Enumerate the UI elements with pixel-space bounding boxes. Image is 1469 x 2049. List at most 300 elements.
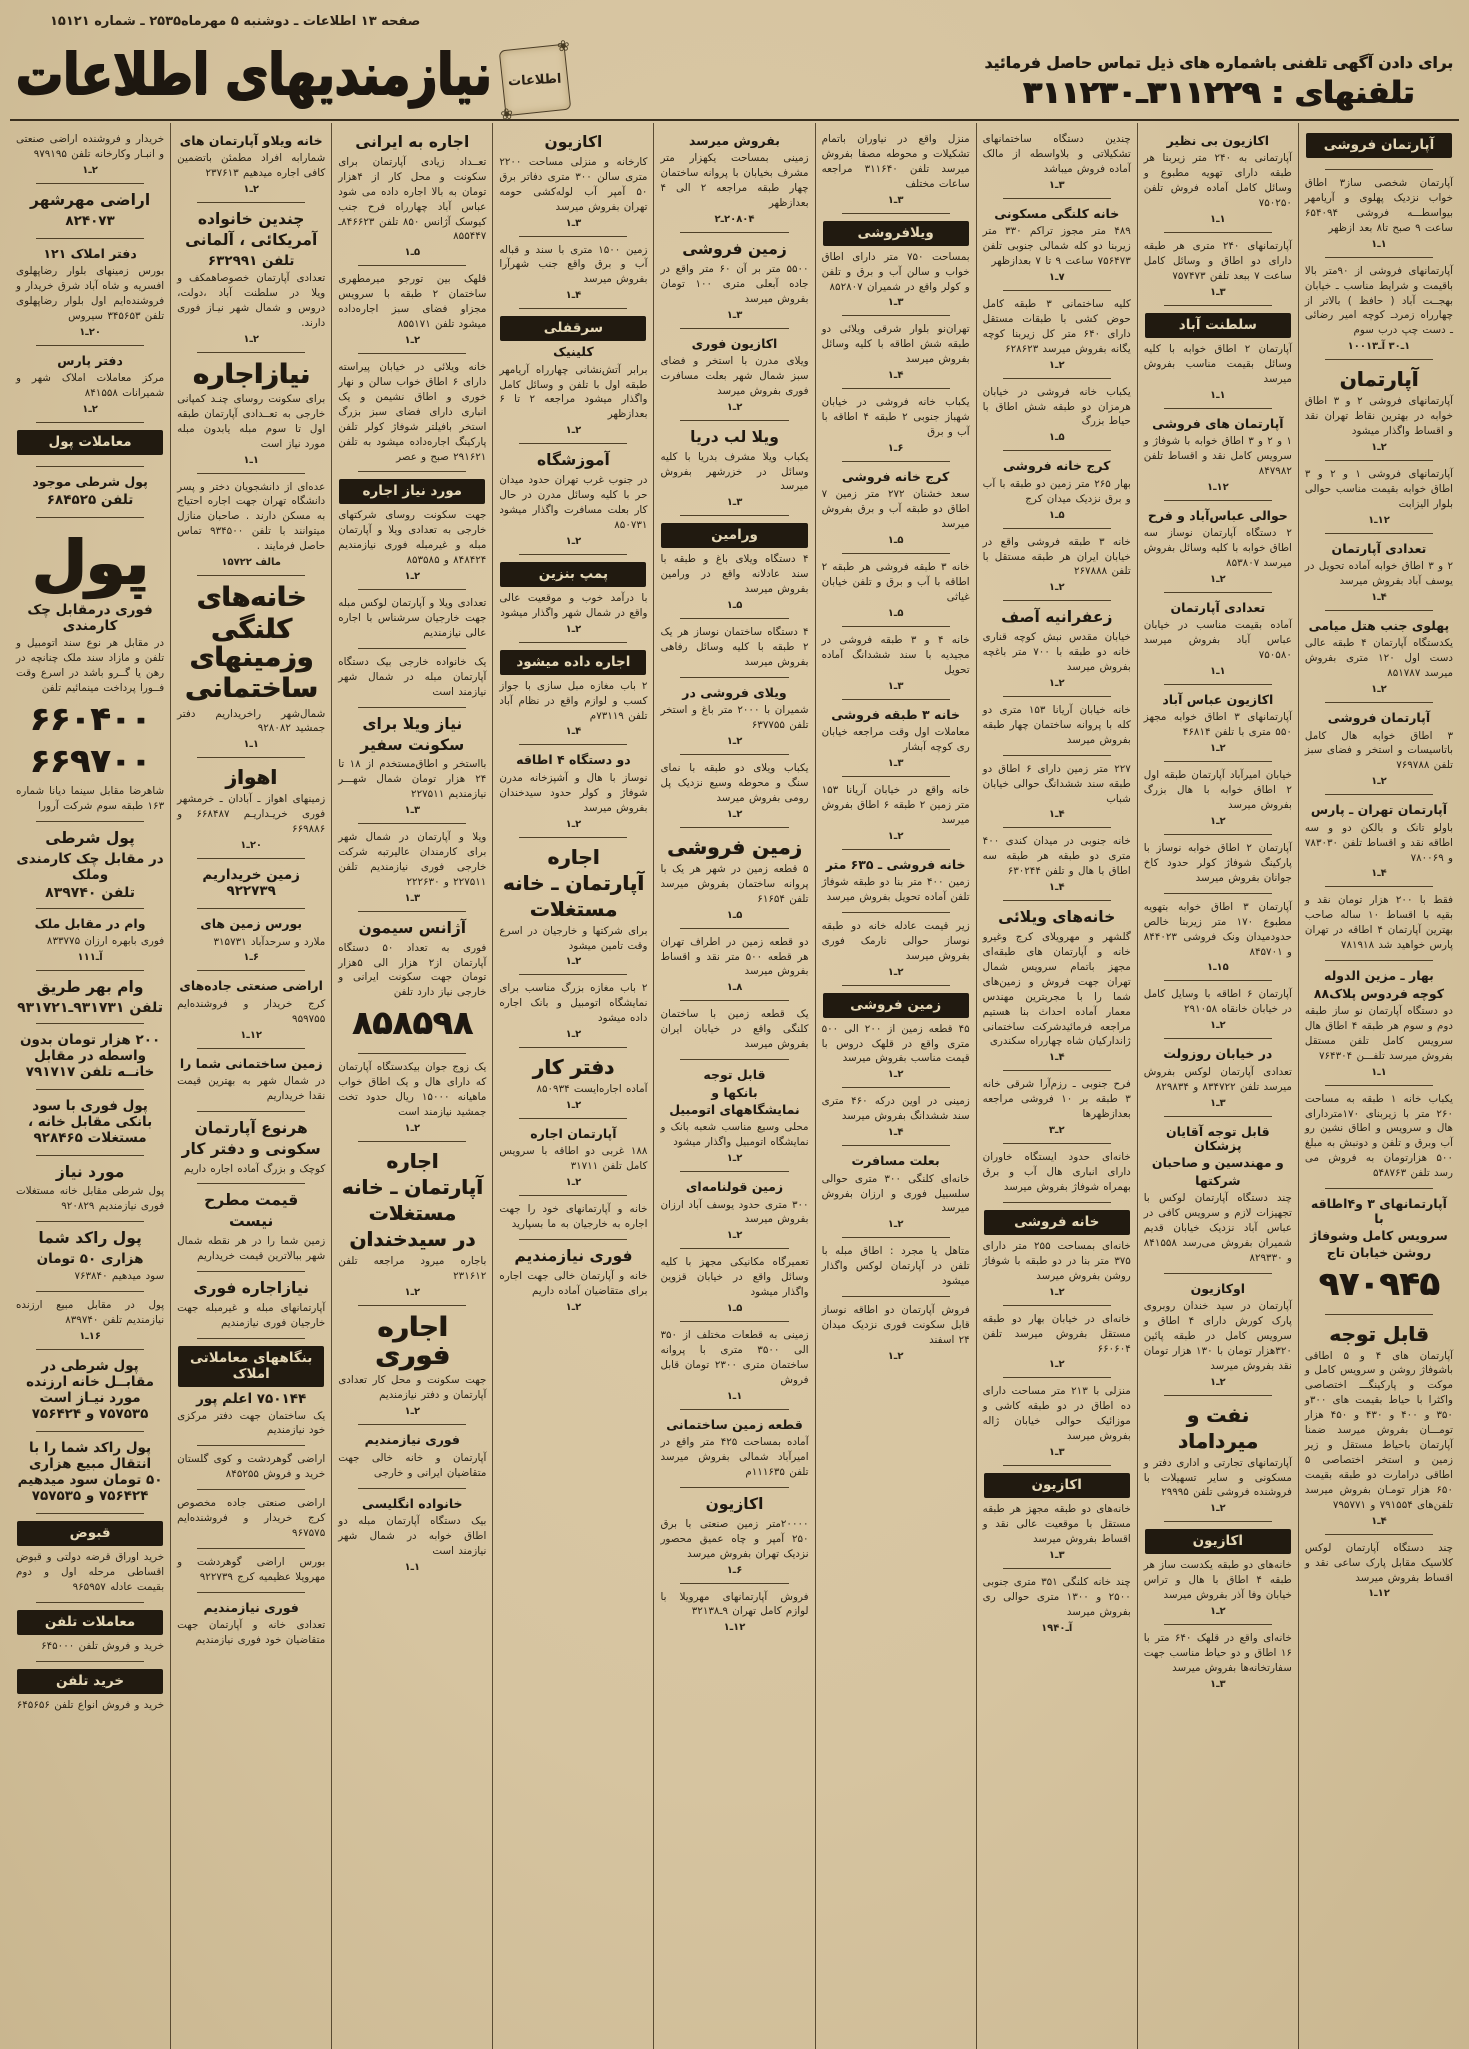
ad-reference-tag: ۴ـ۱ [1048,1052,1065,1064]
ad-body: منزل واقع در نیاوران باتمام تشکیلات و محوطه مصفا بفروش میرسد تلفن ۳۱۱۶۴۰ مراجعه ساعات مختلف [821,133,970,190]
ad-separator [358,1424,466,1425]
ad-body: یک قطعه زمین با ساختمان کلنگی واقع در خیابان ایران بفروش میرسد [660,1008,809,1051]
classified-ad [1143,1118,1293,1272]
ad-separator [680,420,788,421]
ad-separator [1003,696,1111,697]
ad-separator [197,202,305,203]
classified-ad [337,473,487,588]
ad-body: ملارد و سرحدآباد ۳۱۵۷۳۱ [213,935,326,948]
ad-reference-tag: ۱۵ـ۱ [1206,962,1229,974]
ad-body: ۴ دستگاه ویلای باغ و طبقه با سند عادلانه واقع در ورامین بفروش میرسد [660,553,809,596]
ad-reference-tag: ۱ـ۱ [404,1561,421,1573]
classified-ad [1304,259,1454,359]
ad-heading: پول شرطی موجود [32,473,148,489]
ad-separator [36,821,144,822]
ad-body: سعد خشنان ۲۷۲ متر زمین ۷ اطاق دو طبقه آب و برق بفروش میرسد [821,488,970,531]
ad-separator [680,1000,788,1001]
ad-subheading: ۷۵۰۱۴۴ اعلم پور [196,1390,307,1407]
ad-reference-tag: ۳ـ۱ [1210,286,1226,298]
classified-ad [1304,171,1454,256]
classified-ad [1143,686,1293,760]
ad-reference-tag: ۲۰ـ۱ [240,840,263,852]
ad-box-heading: معاملات پول [18,431,162,454]
ad-body: تعمیرگاه مکانیکی مجهز با کلیه وسائل واقع در خیابان قزوین واگذار میشود [660,1256,809,1299]
ad-heading: کرج خانه فروشی [1003,458,1111,474]
ad-separator [197,858,305,859]
ad-box-heading: سرقفلی [501,317,645,340]
ad-separator [1003,1305,1111,1306]
ad-reference-tag: ۶ـ۱ [887,442,904,454]
classified-ad [1143,1397,1293,1521]
classified-ad [659,1323,809,1408]
ad-heading-line: قابل توجه [703,1067,766,1083]
ad-separator [358,648,466,649]
classified-ad [498,1120,648,1194]
classified-ad [1304,888,1454,959]
classified-ad [15,468,165,516]
ad-body: ویلای مدرن با استخر و فضای سبز شمال شهر بعلت مسافرت فوری بفروش میرسد [660,355,809,397]
classified-ad [1143,234,1293,304]
ad-heading: پول [32,526,149,600]
ad-heading-line: سکونت سفیر [360,735,465,754]
classified-ad [15,1433,165,1512]
classified-ad [659,756,809,826]
ad-separator [842,912,950,913]
ad-separator [1164,684,1272,685]
ad-body: برای سکونت روسای چنـد کمپانی خارجی به تعــدادی آپارتمان طبقه اول تا سوم مبله یابدون مبله مورد نیاز است [177,392,326,450]
ad-separator [36,970,144,971]
ad-reference-tag: ۲ـ۱ [565,623,582,635]
ad-separator [197,970,305,971]
ad-body: آپارتمانهای فروشی ۲ و ۳ اطاق خوابه در بهترین نقاط تهران نقد و اقساط واگذار میشود [1304,395,1453,438]
classified-ad [498,1241,648,1319]
page-header-line [10,4,1459,33]
ad-body: تعدادی خانه و آپارتمان جهت متقاضیان خود فوری نیازمندیم [177,1619,326,1647]
classified-ad [659,517,809,617]
classified-ad [498,839,648,974]
column-8 [170,123,331,2049]
ad-reference-tag: ۲ـ۱ [404,1286,421,1298]
column-7 [331,123,492,2049]
ad-heading: اراضی صنعتی جاده‌های [179,978,323,994]
ad-separator [842,213,950,214]
ad-body: خانه ویلائی در خیابان پیراسته دارای ۶ اطاق خواب سالن و نهار خوری و اطاق نشیمن و یک انباری دارای فضای سبز بزرگ استخر بافیلتر شوفاژ کولر تلفن پارکینگ اجاره‌داده میشود به تلفن ۲۹۱۶۲۱ صبح و عصر [338,361,487,463]
ad-box-heading: زمین فروشی [824,994,968,1017]
classified-ad [659,1061,809,1170]
ad-separator [1164,893,1272,894]
ad-heading: آموزشگاه [537,451,610,470]
ad-separator [1164,408,1272,409]
classified-ad [15,972,165,1022]
classified-ad [1143,1275,1293,1394]
ad-body: آپارتمانی به ۲۴۰ متر زیربنا هر طبقه دارای تهویه مطبوع و وسائل کامل آماده فروش تلفن ۷۵۰۲۵۰ [1143,152,1292,210]
ad-reference-tag: ۱۲ـ۱ [240,1029,263,1041]
ad-separator [36,1089,144,1090]
ad-separator [842,699,950,700]
classified-ad [15,1293,165,1348]
ad-body: در شمال شهر به بهترین قیمت نقدا خریداریم [177,1075,326,1102]
ad-reference-tag: ۳ـ۱ [887,680,904,692]
classified-ad [982,1570,1132,1640]
classified-ad [1143,1523,1293,1623]
ad-box-heading: ورامین [662,524,806,547]
ad-separator [680,677,788,678]
ad-separator [1003,198,1111,199]
ad-body: فروش آپارتمان دو اطاقه نوساز قابل سکونت فوری نزدیک میدان ۲۴ اسفند [821,1304,970,1346]
ad-body: خانه‌های دو طبقه یکدست ساز هر طبقه ۴ اطاق با هال و تراس خیابان وفا آذر بفروش میرسد [1143,1559,1292,1602]
ad-separator [1003,290,1111,291]
classified-ad [498,310,648,442]
classified-ad [498,644,648,744]
ad-reference-tag: ۴ـ۱ [565,726,582,738]
ad-reference-tag: ۴ـ۱ [1048,882,1065,894]
ad-heading: پول راکد شما [38,1229,142,1248]
ad-phone-display-number: ۶۶۰۴۰۰ [29,699,151,738]
ad-body: یک ساختمان جهت دفتر مرکزی خود نیازمندیم [177,1409,326,1437]
ad-box-heading: آپارتمان فروشی [1307,134,1451,157]
ad-reference-tag: ۲ـ۱ [1371,442,1387,454]
ad-body: بمساحت ۷۵۰ متر دارای اطاق خواب و سالن آب و برق و تلفن و کولر واقع در شمیران ۸۵۲۸۰۷ [821,250,970,293]
ad-reference-tag: ۲ـ۱ [726,1230,743,1242]
ad-body: یکباب خانه ۱ طبقه به مساحت ۲۶۰ متر با زیربنای ۱۷۰متردارای هال و سرویس و اطاق نشین رو آب وبرق و تلفن و دونبش به مبلغ ۵۰۰ هزارتومان به فروش می رسد تلفن ۵۴۸۷۶۳ [1304,1092,1453,1180]
ad-heading: آپارتمان اجاره [530,1126,617,1142]
ad-separator [36,345,144,346]
ad-reference-tag: ۲ـ۱ [1048,582,1065,594]
ad-body: آپارتمان ۶ اطاقه با وسایل کامل در خیابان خانقاه ۲۹۱۰۵۸ [1143,988,1292,1016]
ad-subheading: تلفن ۶۳۲۹۹۱ [207,252,295,269]
ad-body: زمینی در اوین درکه ۴۶۰ متری سند ششدانگ بفروش میرسد [821,1095,970,1123]
ad-body: نوساز با هال و آشپزخانه مدرن شوفاژ و کولر حدود سیدخندان بفروش میرسد [499,771,648,814]
ad-reference-tag: ۲ـ۱ [1048,1286,1065,1298]
ad-body: خانه و آپارتمانهای خود را جهت اجاره به خارجیان به ما بسپارید [499,1203,648,1231]
classified-ad [1304,1087,1454,1188]
ad-heading: بورس زمین های [200,916,303,932]
ad-separator [842,1296,950,1297]
ad-phone-number: تلفن ۸۳۹۷۴۰ [45,884,135,901]
ad-separator [1164,1038,1272,1039]
ad-reference-tag: ۱ـ۱ [1210,214,1226,226]
classified-ad [337,355,487,470]
classified-ad [15,1663,165,1719]
ad-body: آپارتمانهای مبله و غیرمبله جهت خارجیان فوری نیازمندیم [177,1301,326,1329]
ad-reference-tag: ۱۶ـ۱ [79,1330,101,1342]
ad-separator [1164,1521,1272,1522]
ad-subheading: تلفن ۶۸۴۵۲۵ [46,492,134,509]
classified-ad [1304,127,1454,168]
classified-ad [659,1489,809,1582]
classified-ad [337,127,487,264]
classified-ad [659,127,809,231]
ad-body: آپارتمانهای فروشی ۱ و ۲ و ۳ اطاق خوابه بقیمت مناسب حوالی بلوار الیزابت [1304,468,1453,510]
ad-separator [519,308,627,309]
ad-body: زمین ۴۰۰ متر بنا دو طبقه شوفاژ تلفن آماده تحویل بفروش میرسد [821,876,970,903]
classified-ad [659,1250,809,1320]
logo-text: اطلاعات [507,71,562,89]
classified-ad [15,823,165,907]
ad-reference-tag: آـ۱۹۴۰ [1041,1622,1073,1634]
ad-heading-line: خانه‌های [196,582,307,614]
ad-body: خانه ۳ طبقه فروشی هر طبقه ۲ اطاقه با آب و برق و تلفن خیابان غیاثی [821,561,970,603]
ad-heading: اوکازیون [1190,1280,1246,1296]
classified-ad [176,910,326,969]
ad-reference-tag: ۲ـ۱ [565,1177,582,1189]
ad-reference-tag: ۳ـ۱ [726,309,743,321]
ad-body: بورس اراضی گوهردشت و مهرویلا عظیمیه کرج ۹۲۲۷۳۹ [177,1556,326,1583]
ad-contact-block [984,54,1453,113]
ad-reference-tag: ۲ـ۱ [565,1301,582,1313]
classified-ad [337,913,487,1052]
ad-body: خیابان امیرآباد آپارتمان طبقه اول ۲ اطاق خوابه با هال بزرگ بفروش میرسد [1143,769,1292,812]
ad-separator [519,1118,627,1119]
ad-reference-tag: ۲ـ۱ [565,535,582,547]
ad-reference-tag: ۲ـ۱ [887,830,904,842]
ad-heading-line: کوچه فردوس پلاک۸۸ [1313,985,1444,1001]
classified-ad [1304,1190,1454,1312]
ad-separator [842,1087,950,1088]
ad-heading: دفتر املاک ۱۲۱ [43,245,137,261]
logo-ornament-icon: ❀ [555,36,571,56]
ad-body: تعــداد زیادی آپارتمان برای سکونت و محل کار از ۴هزار تومان به بالا اجاره داده می شود عباس آباد چهارراه فرح جنب کیوسک آژانس ۸۵۰ تلفن ۸۴۶۶۲۳ـ ۸۵۵۴۴۷ [338,155,487,243]
masthead-title: نیازمندیهای اطلاعات [16,40,492,109]
ad-separator [1003,755,1111,756]
ad-reference-tag: ۸ـ۱ [726,982,743,994]
ad-reference-tag: ۲ـ۱ [1210,1376,1226,1388]
ad-heading-line: آپارتمان ـ خانه [502,870,644,895]
classified-ad [15,1157,165,1221]
ad-heading: آپارتمان های فروشی [1152,415,1284,431]
ad-heading: مورد نیاز [55,1162,125,1181]
ad-body: باجاره میرود مراجعه تلفن ۲۳۱۶۱۲ [338,1254,487,1282]
ad-reference-tag: ۵ـ۱ [887,607,904,619]
ad-separator [197,1338,305,1339]
ad-box-heading: قبوض [18,1522,162,1545]
ad-separator [1164,232,1272,233]
ad-separator [1325,533,1433,534]
ad-body: زیر قیمت عادله خانه دو طبقه نوساز حوالی نارمک فوری بفروش میرسد [821,919,970,962]
ad-reference-tag: ۲ـ۱ [565,1029,582,1041]
ad-heading-line: نفت و [1186,1402,1250,1427]
ad-body: آپارتمان ۲ اطاق خوابه نوساز با پارکینگ شوفاژ کولر حدود کاخ جوانان بفروش میرسد [1143,842,1292,884]
ad-separator [1164,1624,1272,1625]
ad-body: تعدادی آپارتمان خصوصاهمکف و ویلا در سلطنت آباد ،دولت، دروس و شمال شهر نیـاز فوری دارند. [177,271,326,329]
ad-body: آپارتمانهای تجارتی و اداری دفتر و مسکونی و سایر تسهیلات با فروشنده فروشی تلفن ۲۹۹۹۵ [1143,1456,1292,1499]
ad-heading: قابل توجه [1329,1321,1429,1346]
ad-separator [1003,1568,1111,1569]
column-4 [815,123,976,2049]
ad-separator [1003,827,1111,828]
ad-separator [36,1661,144,1662]
ad-separator [197,352,305,353]
ad-reference-tag: ۱۲ـ۱ [1368,514,1390,526]
ad-reference-tag: ۴ـ۱ [1371,592,1387,604]
ad-reference-tag: ۴ـ۱ [1371,1515,1387,1527]
ad-body: جهت سکونت و محل کار تعدادی آپارتمان و دفتر نیازمندیم [338,1374,487,1402]
classified-ad [176,1447,326,1488]
ad-body: ۲۲۷ متر زمین دارای ۶ اطاق دو طبقه سند ششدانگ حوالی خیابان شباب [982,762,1131,805]
ad-reference-tag: ۲ـ۱ [565,425,582,437]
ad-reference-tag: ۲ـ۱ [404,571,421,583]
classified-ad [659,620,809,676]
ad-reference-tag: ۱۲ـ۱ [1206,481,1229,493]
ad-heading: زمین فروشی [667,834,802,859]
ad-body: پول در مقابل مبیع ارزنده نیازمندیم تلفن ۸۳۹۷۴۰ [16,1299,165,1326]
ad-reference-tag: ۲ـ۱ [726,1153,743,1165]
ad-heading: حوالی عباس‌آباد و فرح [1147,507,1288,523]
ad-heading-line: آپارتمانهای ۳ و۴اطاقه با [1310,1196,1447,1226]
ad-body: محلی وسیع مناسب شعبه بانک و نمایشگاه اتومبیل واگذار میشود [660,1121,809,1149]
ad-reference-tag: ۵ـ۱ [887,535,904,547]
ad-separator [1325,1188,1433,1189]
ad-reference-tag: ۲ـ۱ [1371,776,1387,788]
ad-separator [680,827,788,828]
ad-reference-tag: ۲ـ۱ [1210,573,1226,585]
ad-separator [680,1171,788,1172]
ad-body: معاملات اول وقت مراجعه خیابان ری کوچه آبشار [821,726,970,753]
ad-separator [197,1111,305,1112]
ad-body: فوری به تعداد ۵۰ دستگاه آپارتمان از۲ هزار الی ۵هزار تومان جهت سکونت ایرانی و خارجی نیاز دارد تلفن [338,941,487,999]
ad-body: خانه ۴ و ۳ طبقه فروشی در مجیدیه با سند ششدانگ آماده تحویل [821,633,970,676]
classified-ad [176,1273,326,1337]
ad-heading: خانه‌های ویلائی [998,908,1116,927]
ad-reference-tag: ۴ـ۱ [1048,809,1065,821]
classified-ad [982,1379,1132,1464]
phones-label: تلفنهای : [1271,75,1415,111]
ad-body: سود میدهیم ۷۶۳۸۴۰ [74,1270,165,1283]
ad-reference-tag: ۳ـ۱ [726,497,743,509]
classified-ad [982,1145,1132,1201]
ad-reference-tag: ۴ـ۱ [887,370,904,382]
ad-heading: فوری نیازمندیم [203,1599,299,1615]
ad-reference-tag: ۲ـ۱ [726,808,743,820]
classified-ad [176,1113,326,1183]
ad-separator [197,1548,305,1549]
ad-separator [358,1141,466,1142]
classified-ad [659,829,809,927]
ad-body: چند دستگاه آپارتمان لوکس کلاسیک مقابل پارک ساعی نقد و اقساط بفروش میرسد [1304,1541,1453,1584]
ad-body: پول شرطی مقابل خانه مستغلات فوری نیازمندیم ۹۲۰۸۲۹ [16,1185,165,1213]
ad-separator [36,238,144,239]
classified-ad [498,1049,648,1117]
ad-subheading: پول فوری با سود بانکی مقابل خانه ، مستغلات ۹۲۸۴۶۵ [27,1097,153,1146]
ad-heading: وام در مقابل ملک [34,915,146,931]
ad-box-heading: سلطنت آباد [1146,314,1290,337]
classified-ad [337,1490,487,1579]
ad-heading-line: اجاره [386,1148,439,1173]
classified-ad [1143,127,1293,231]
ad-heading-line: میرداماد [1177,1428,1258,1453]
ad-separator [1325,460,1433,461]
ad-reference-tag: ۴ـ۱ [565,290,582,302]
ad-reference-tag: ۲ـ۱ [1210,1503,1226,1515]
ad-heading-line: اجاره [547,844,600,869]
ad-body: فقط با ۲۰۰ هزار تومان نقد و بقیه با اقساط ۱۰ ساله صاحب بهترین آپارتمان ۴ اطاقه در تهران پارس خواهید شد ۷۸۱۹۱۸ [1304,894,1454,952]
ad-reference-tag: ۲ـ۱ [1210,743,1226,755]
column-2 [1137,123,1298,2049]
ad-heading: پول شرطی [45,828,135,847]
ad-heading: در خیابان روزولت [1163,1046,1273,1062]
ad-body: یکباب خانه فروشی در خیابان هرمزان دو طبقه شش اطاق با حیاط بزرگ [982,385,1131,428]
classified-ad [659,1173,809,1247]
ad-separator [197,1445,305,1446]
classified-ad [498,556,648,641]
ad-reference-tag: ۱ـ۱ [1371,1066,1387,1078]
ad-box-heading: اکازیون [985,1474,1129,1497]
classified-ad [15,1025,165,1088]
ad-separator [358,1488,466,1489]
ad-body: یکباب خانه فروشی در خیابان شهباز جنوبی ۲ طبقه ۴ اطاقه با آب و برق [821,396,970,439]
ad-reference-tag: ۲ـ۱ [887,966,904,978]
column-1 [1298,123,1459,2049]
ad-separator [1164,592,1272,593]
classified-ad [1304,1316,1454,1533]
ad-body: آپارتمان های ۴ و ۵ اطاقی باشوفاژ روشن و سرویس کامل و موکت و پارکینگـــ اختصاصی واکثرا با حیاط بقیمت های ۳۰۰و ۳۵۰ و ۴۰۰ و ۴۳۰ و ۴۵۰ هزار تومـــان بفروش میرسد ضمنا آپارتمان باحیاط مستقل و زیر زمین و استخر اختصاصی ۵ اطاقی درامارت دو طبقه بقیمت ۶۵۰ هزار تومـان بفروش میرسد تلفن‌های ۷۹۱۵۵۴ و ۷۹۵۷۷۱ [1304,1349,1453,1511]
ad-phone-number: تلفن ۹۳۱۷۳۱ـ۹۳۱۷۲۱ [17,999,164,1016]
ad-reference-tag: ۲ـ۱ [565,956,582,968]
ad-reference-tag: مالف ۱۵۷۲۲ [221,557,281,569]
ad-body: شمال‌شهر راخریداریم دفتر جمشید ۹۲۸۰۸۲ [177,707,326,735]
classified-ad [982,1467,1132,1567]
ad-body: ۲ باب مغازه بزرگ مناسب برای نمایشگاه اتومبیل و بانک اجاره داده میشود [499,982,648,1025]
classified-ad [15,1223,165,1290]
ad-heading-line: ساختمانی [184,673,318,705]
classified-ad [982,530,1132,600]
classified-ad [176,860,326,907]
classified-ad [659,234,809,327]
ad-reference-tag: ۱ـ۱ [243,454,259,466]
ad-body: چند دستگاه آپارتمان لوکس با تجهیزات لازم و سرویس کافی در عباس آباد نزدیک خیابان قدیم شمیران بفروش می‌رسد ۸۴۱۵۵۸ و ۸۲۹۳۳۰ [1143,1192,1292,1264]
ad-reference-tag: ۲ـ۱ [404,1406,421,1418]
ad-separator [842,1145,950,1146]
classified-ad [821,1089,971,1144]
ad-heading: کلینیک [553,344,594,360]
ad-heading-line: نیست [229,1212,274,1231]
ad-separator [680,928,788,929]
ad-separator [680,1248,788,1249]
ad-heading: آژانس سیمون [358,918,467,937]
classified-ad [1304,962,1454,1083]
ad-heading-line: بهار ـ مزین الدوله [1324,968,1434,984]
ad-body: ۴۸۹ متر مجوز تراکم ۳۳۰ متر زیربنا دو کله شمالی جنوبی تلفن ۷۵۶۴۷۳ ساعت ۹ تا ۷ بعدازظهر [982,225,1131,267]
ad-heading-line: کلنگی وزمینهای [189,613,314,673]
ad-reference-tag: ۳ـ۱ [404,892,421,904]
ad-reference-tag: ۲ـ۱ [565,818,582,830]
ad-separator [36,1602,144,1603]
ad-body: خیابان مقدس نبش کوچه قناری خانه دو طبقه با ۷۰۰ متر باغچه بفروش میرسد [982,631,1131,673]
classified-ad [659,1411,809,1486]
classified-ad [498,746,648,835]
classified-ad [659,422,809,515]
classified-ad [15,519,165,819]
classified-ad [821,555,971,625]
ad-separator [358,471,466,472]
ad-separator [1003,1465,1111,1466]
ad-heading: فوری نیازمندیم [364,1432,460,1448]
classified-ad [982,127,1132,197]
ad-body: تهران‌نو بلوار شرقی ویلائی دو طبقه شش اطاقه با کلیه وسائل بفروش میرسد [821,323,970,366]
ad-reference-tag: ۲ـ۱ [726,736,743,748]
ad-heading-line: مستغلات [529,896,618,921]
classified-ad [659,330,809,419]
ad-body: کرج خریدار و فروشنده‌ایم ۹۵۹۷۵۵ [177,997,326,1025]
ad-reference-tag: ۲ـ۱ [565,1100,582,1112]
ad-body: خانه‌ای در خیابان بهار دو طبقه مستقل بفروش میرسد تلفن ۶۶۰۶۰۴ [982,1312,1131,1355]
ad-body: ۲ باب مغازه مبل سازی با جواز کسب و لوازم واقع در نظام آباد تلفن ۷۳۱۱۹م [499,679,648,722]
ad-reference-tag: ۲ـ۱ [887,1350,904,1362]
ad-heading: ویلای فروشی در [682,684,787,700]
ad-separator [680,754,788,755]
classified-ad [176,577,326,756]
ad-heading: اکازیون [544,133,603,151]
